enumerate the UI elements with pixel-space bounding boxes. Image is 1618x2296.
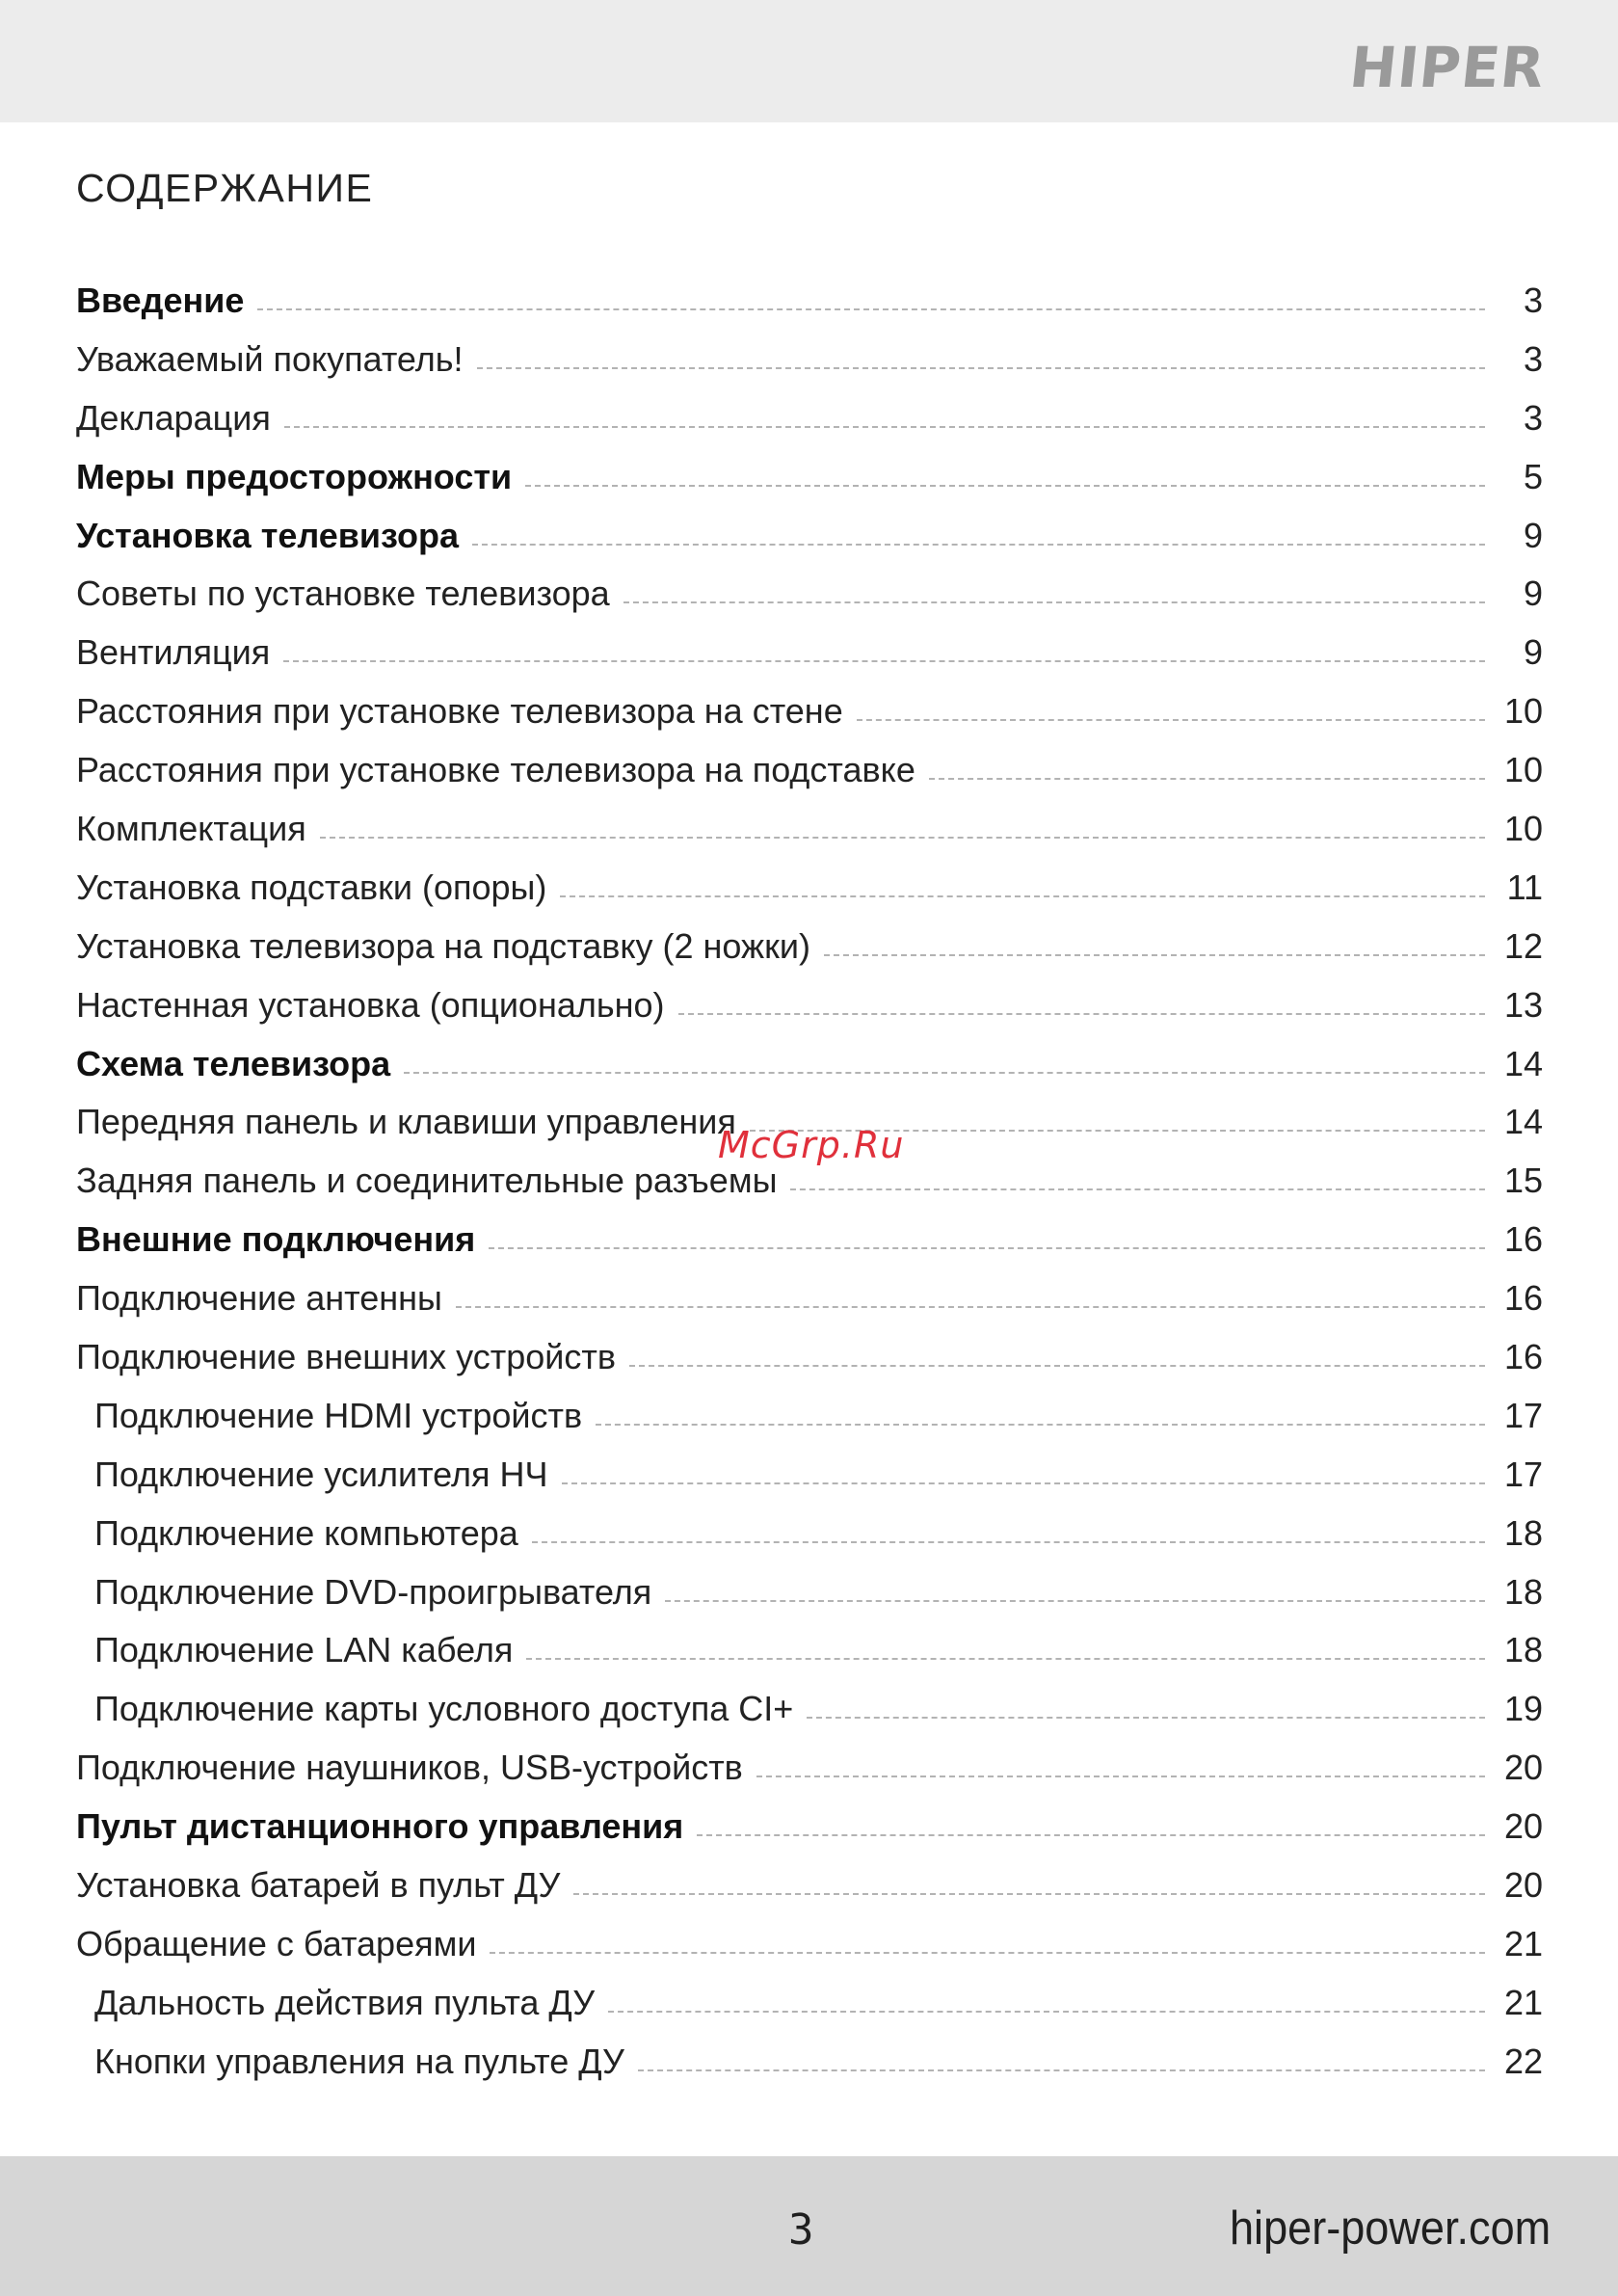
toc-entry-label: Подключение LAN кабеля (94, 1630, 514, 1670)
toc-entry-page: 20 (1503, 1748, 1543, 1788)
toc-entry[interactable] (76, 1505, 1543, 1563)
dot-leader (562, 1482, 1486, 1484)
toc-entry-label: Пульт дистанционного управления (76, 1806, 684, 1847)
toc-entry[interactable] (76, 918, 1543, 976)
toc-entry-label: Обращение с батареями (76, 1923, 477, 1963)
toc-entry-label: Внешние подключения (76, 1219, 476, 1260)
toc-entry-page: 20 (1503, 1865, 1543, 1906)
toc-entry-page: 16 (1503, 1337, 1543, 1377)
dot-leader (857, 719, 1485, 721)
dot-leader (596, 1424, 1485, 1426)
toc-entry-page: 15 (1503, 1161, 1543, 1201)
toc-entry-page: 21 (1503, 1982, 1543, 2022)
toc-entry-page: 13 (1503, 984, 1543, 1025)
toc-entry-label: Задняя панель и соединительные разъемы (76, 1161, 778, 1201)
dot-leader (929, 778, 1485, 780)
dot-leader (532, 1541, 1485, 1543)
toc-entry[interactable] (76, 1211, 1543, 1269)
toc-entry-label: Подключение усилителя НЧ (94, 1454, 548, 1494)
toc-entry[interactable] (76, 1680, 1543, 1739)
toc-entry[interactable] (76, 272, 1543, 331)
dot-leader (608, 2011, 1485, 2013)
dot-leader (283, 660, 1485, 662)
toc-entry-page: 20 (1503, 1806, 1543, 1847)
toc-entry[interactable] (76, 331, 1543, 389)
dot-leader (623, 601, 1485, 603)
toc-entry-page: 10 (1503, 691, 1543, 732)
watermark: McGrp.Ru (718, 1124, 905, 1166)
toc-entry-page: 14 (1503, 1043, 1543, 1083)
toc-entry-label: Дальность действия пульта ДУ (94, 1982, 596, 2022)
toc-entry-label: Подключение HDMI устройств (94, 1395, 583, 1435)
dot-leader (284, 426, 1485, 428)
toc-entry-page: 10 (1503, 809, 1543, 849)
toc-entry[interactable] (76, 507, 1543, 566)
toc-entry-page: 17 (1503, 1395, 1543, 1435)
toc-entry[interactable] (76, 565, 1543, 624)
toc-entry-label: Передняя панель и клавиши управления (76, 1102, 736, 1142)
toc-entry-page: 10 (1503, 750, 1543, 790)
toc-entry-page: 11 (1506, 867, 1543, 907)
toc-entry[interactable] (76, 1446, 1543, 1505)
page-number: 3 (788, 2205, 814, 2255)
toc-entry-label: Настенная установка (опционально) (76, 984, 665, 1025)
toc-entry-page: 21 (1503, 1923, 1543, 1963)
toc-entry-label: Расстояния при установке телевизора на стене (76, 691, 843, 732)
toc-entry[interactable] (76, 1269, 1543, 1328)
dot-leader (790, 1188, 1485, 1190)
hiper-logo: HIPER (1346, 35, 1549, 100)
toc-entry[interactable] (76, 1798, 1543, 1856)
toc-entry-label: Введение (76, 280, 245, 320)
toc-entry[interactable] (76, 1621, 1543, 1680)
toc-entry-label: Расстояния при установке телевизора на подставке (76, 750, 915, 790)
toc-entry[interactable] (76, 448, 1543, 507)
toc-entry-page: 18 (1503, 1630, 1543, 1670)
toc-entry[interactable] (76, 859, 1543, 918)
toc-entry-page: 22 (1503, 2041, 1543, 2081)
toc-entry[interactable] (76, 741, 1543, 800)
toc-entry-page: 3 (1523, 280, 1543, 320)
toc-entry-label: Вентиляция (76, 632, 271, 673)
toc-entry-page: 19 (1503, 1689, 1543, 1729)
dot-leader (665, 1600, 1485, 1602)
dot-leader (807, 1717, 1485, 1719)
toc-entry-page: 16 (1503, 1219, 1543, 1260)
toc-entry[interactable] (76, 1035, 1543, 1094)
toc-entry[interactable] (76, 1739, 1543, 1798)
toc-entry-label: Подключение DVD-проигрывателя (94, 1571, 652, 1612)
dot-leader (490, 1952, 1485, 1954)
dot-leader (489, 1247, 1485, 1249)
toc-entry-label: Уважаемый покупатель! (76, 338, 464, 379)
toc-entry-page: 9 (1523, 632, 1543, 673)
toc-entry-label: Установка подставки (опоры) (76, 867, 547, 907)
dot-leader (525, 485, 1485, 487)
dot-leader (560, 895, 1485, 897)
toc-entry-label: Подключение компьютера (94, 1512, 518, 1553)
dot-leader (678, 1013, 1485, 1015)
toc-entry[interactable] (76, 1974, 1543, 2033)
dot-leader (824, 954, 1485, 956)
dot-leader (629, 1365, 1485, 1367)
header-band (0, 0, 1618, 122)
dot-leader (526, 1658, 1485, 1660)
toc-entry-label: Подключение внешних устройств (76, 1337, 617, 1377)
toc-entry-page: 9 (1523, 515, 1543, 555)
website-link[interactable]: hiper-power.com (1229, 2203, 1551, 2255)
dot-leader (456, 1306, 1485, 1308)
toc-entry-label: Установка батарей в пульт ДУ (76, 1865, 561, 1906)
toc-entry[interactable] (76, 1328, 1543, 1387)
toc-entry[interactable] (76, 682, 1543, 741)
toc-entry-label: Кнопки управления на пульте ДУ (94, 2041, 624, 2081)
toc-entry-label: Декларация (76, 397, 271, 438)
toc-entry[interactable] (76, 800, 1543, 859)
toc-entry-label: Меры предосторожности (76, 456, 513, 496)
toc-entry-page: 9 (1523, 574, 1543, 614)
dot-leader (472, 544, 1485, 546)
toc-entry-label: Установка телевизора на подставку (2 ножки) (76, 925, 810, 966)
toc-entry-page: 16 (1503, 1278, 1543, 1319)
toc-entry[interactable] (76, 624, 1543, 682)
toc-entry-label: Подключение карты условного доступа CI+ (94, 1689, 794, 1729)
toc-entry-page: 5 (1523, 456, 1543, 496)
toc-entry-label: Подключение антенны (76, 1278, 442, 1319)
toc-entry-page: 18 (1503, 1571, 1543, 1612)
dot-leader (477, 367, 1485, 369)
dot-leader (638, 2069, 1485, 2071)
toc-entry[interactable] (76, 1856, 1543, 1915)
dot-leader (697, 1834, 1485, 1836)
dot-leader (756, 1775, 1485, 1777)
toc-entry-page: 3 (1523, 338, 1543, 379)
toc-entry[interactable] (76, 1563, 1543, 1622)
toc-entry-label: Комплектация (76, 809, 306, 849)
dot-leader (257, 308, 1485, 310)
table-of-contents (76, 272, 1543, 2092)
toc-entry[interactable] (76, 2033, 1543, 2092)
toc-entry-label: Установка телевизора (76, 515, 460, 555)
toc-entry[interactable] (76, 389, 1543, 448)
toc-entry[interactable] (76, 1915, 1543, 1974)
toc-entry-page: 3 (1523, 397, 1543, 438)
page-title: СОДЕРЖАНИЕ (76, 166, 374, 210)
toc-entry-label: Схема телевизора (76, 1043, 391, 1083)
toc-entry-page: 12 (1503, 925, 1543, 966)
toc-entry-page: 17 (1503, 1454, 1543, 1494)
toc-entry-page: 18 (1503, 1512, 1543, 1553)
dot-leader (320, 837, 1485, 839)
toc-entry[interactable] (76, 1387, 1543, 1446)
toc-entry-page: 14 (1503, 1102, 1543, 1142)
dot-leader (573, 1893, 1485, 1895)
toc-entry[interactable] (76, 976, 1543, 1035)
dot-leader (404, 1072, 1485, 1074)
toc-entry-label: Подключение наушников, USB-устройств (76, 1748, 743, 1788)
toc-entry-label: Советы по установке телевизора (76, 574, 610, 614)
